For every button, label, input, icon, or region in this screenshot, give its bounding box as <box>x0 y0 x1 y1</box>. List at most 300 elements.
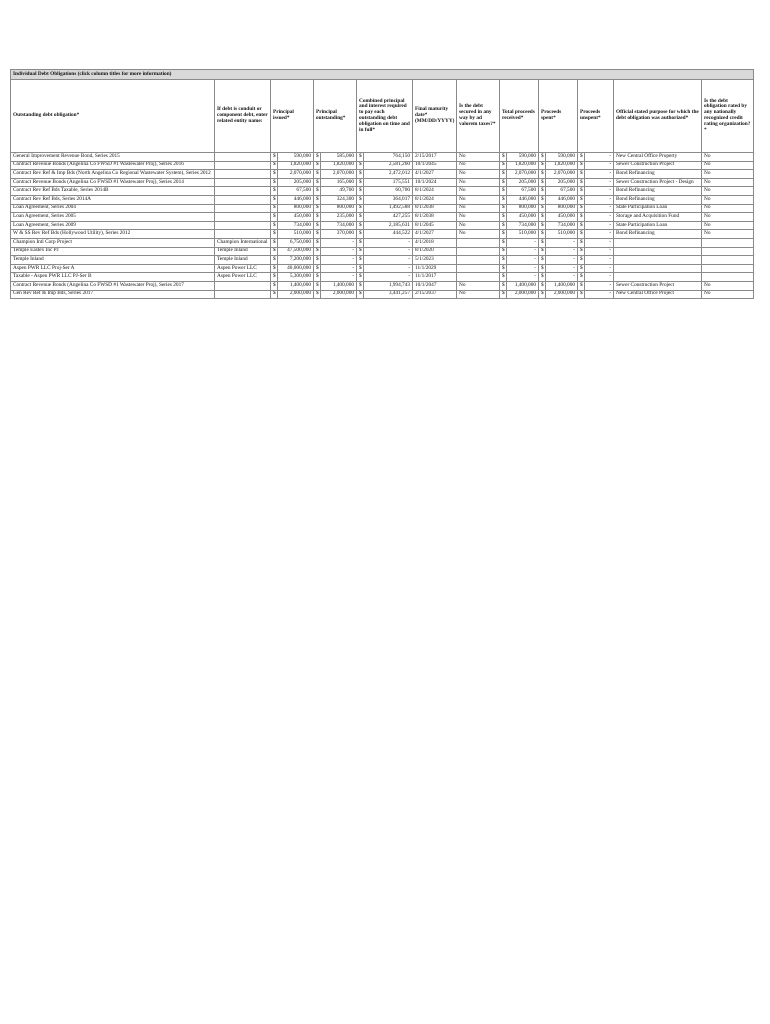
cell-final-maturity: 10/1/2024 <box>413 178 457 187</box>
table-row <box>11 204 754 213</box>
cell-debt-name: Contract Rev Ref & Imp Bds (North Angelina Co Regional Wastewater System), Series 2012 <box>11 170 215 179</box>
cell-credit-rated: No <box>702 187 754 196</box>
cell-currency-symbol: $ <box>357 230 364 239</box>
cell-conduit-entity: Aspen Power LLC <box>215 264 271 273</box>
cell-proceeds-unspent: - <box>585 221 614 230</box>
cell-currency-symbol: $ <box>357 178 364 187</box>
table-row <box>11 170 754 179</box>
cell-debt-name: Contract Rev Ref Bds, Series 2014A <box>11 195 215 204</box>
cell-combined-principal-interest: 3,441,257 <box>364 290 413 299</box>
cell-combined-principal-interest: 2,185,631 <box>364 221 413 230</box>
cell-principal-outstanding: 235,000 <box>321 213 357 222</box>
cell-stated-purpose: State Participation Loan <box>614 204 702 213</box>
table-title: Individual Debt Obligations (click column titles for more information) <box>11 70 754 80</box>
table-row <box>11 238 754 247</box>
cell-currency-symbol: $ <box>271 230 278 239</box>
cell-proceeds-spent: 67,500 <box>546 187 578 196</box>
cell-currency-symbol: $ <box>314 221 321 230</box>
cell-principal-outstanding: 2,000,000 <box>321 290 357 299</box>
cell-proceeds-spent: 1,400,000 <box>546 281 578 290</box>
header-final-maturity-date[interactable]: Final maturity date* (MM/DD/YYYY) <box>413 80 457 153</box>
cell-currency-symbol: $ <box>500 230 507 239</box>
cell-proceeds-spent: - <box>546 273 578 282</box>
cell-stated-purpose: Storage and Acquisition Fund <box>614 213 702 222</box>
cell-combined-principal-interest: - <box>364 264 413 273</box>
cell-final-maturity: 8/1/2024 <box>413 187 457 196</box>
cell-stated-purpose: New Central Office Property <box>614 153 702 162</box>
cell-currency-symbol: $ <box>314 281 321 290</box>
cell-currency-symbol: $ <box>314 170 321 179</box>
cell-combined-principal-interest: - <box>364 238 413 247</box>
cell-currency-symbol: $ <box>271 281 278 290</box>
cell-currency-symbol: $ <box>271 256 278 265</box>
header-ad-valorem-secured[interactable]: Is the debt secured in any way by ad valorem taxes?* <box>457 80 500 153</box>
cell-currency-symbol: $ <box>539 230 546 239</box>
cell-debt-name: Temple Inland <box>11 256 215 265</box>
cell-total-proceeds: 67,500 <box>507 187 539 196</box>
cell-final-maturity: 10/1/2047 <box>413 281 457 290</box>
cell-debt-name: Contract Rev Ref Bds Taxable, Series 2014B <box>11 187 215 196</box>
table-row <box>11 221 754 230</box>
cell-proceeds-unspent: - <box>585 178 614 187</box>
cell-ad-valorem-secured: No <box>457 178 500 187</box>
cell-conduit-entity <box>215 178 271 187</box>
cell-proceeds-unspent: - <box>585 247 614 256</box>
table-body <box>11 153 754 299</box>
cell-currency-symbol: $ <box>500 170 507 179</box>
cell-proceeds-spent: 590,000 <box>546 153 578 162</box>
cell-conduit-entity <box>215 170 271 179</box>
cell-principal-issued: 510,000 <box>278 230 314 239</box>
table-row <box>11 195 754 204</box>
cell-stated-purpose: Bond Refinancing <box>614 187 702 196</box>
cell-currency-symbol: $ <box>271 213 278 222</box>
cell-credit-rated: No <box>702 178 754 187</box>
cell-total-proceeds: 2,070,000 <box>507 170 539 179</box>
cell-debt-name: Gen Rev Ref & Imp Bds, Series 2017 <box>11 290 215 299</box>
cell-currency-symbol: $ <box>271 290 278 299</box>
cell-principal-outstanding: - <box>321 247 357 256</box>
cell-principal-issued: 47,500,000 <box>278 247 314 256</box>
cell-credit-rated: No <box>702 290 754 299</box>
cell-currency-symbol: $ <box>500 264 507 273</box>
cell-currency-symbol: $ <box>539 153 546 162</box>
cell-currency-symbol: $ <box>314 153 321 162</box>
header-outstanding-debt-obligation[interactable]: Outstanding debt obligation* <box>11 80 215 153</box>
cell-currency-symbol: $ <box>578 161 585 170</box>
cell-currency-symbol: $ <box>500 273 507 282</box>
cell-final-maturity: 10/1/2045 <box>413 161 457 170</box>
cell-debt-name: Contract Revenue Bonds (Angelina Co FWSD #1 Wastewater Proj), Series 2016 <box>11 161 215 170</box>
cell-conduit-entity: Temple Inland <box>215 247 271 256</box>
cell-proceeds-unspent: - <box>585 256 614 265</box>
cell-total-proceeds: 1,400,000 <box>507 281 539 290</box>
cell-combined-principal-interest: 1,994,743 <box>364 281 413 290</box>
cell-currency-symbol: $ <box>578 238 585 247</box>
cell-principal-outstanding: 165,000 <box>321 178 357 187</box>
cell-principal-issued: 446,000 <box>278 195 314 204</box>
cell-currency-symbol: $ <box>271 178 278 187</box>
cell-principal-issued: 1,820,000 <box>278 161 314 170</box>
cell-credit-rated <box>702 273 754 282</box>
cell-currency-symbol: $ <box>271 221 278 230</box>
cell-proceeds-spent: 450,000 <box>546 213 578 222</box>
cell-principal-issued: 205,000 <box>278 178 314 187</box>
cell-principal-outstanding: 1,820,000 <box>321 161 357 170</box>
cell-ad-valorem-secured <box>457 247 500 256</box>
debt-obligations-table <box>10 69 754 299</box>
header-credit-rated[interactable]: Is the debt obligation rated by any nationally recognized credit rating organization?* <box>702 80 754 153</box>
cell-currency-symbol: $ <box>539 247 546 256</box>
cell-combined-principal-interest: 764,150 <box>364 153 413 162</box>
cell-proceeds-spent: 510,000 <box>546 230 578 239</box>
cell-currency-symbol: $ <box>271 195 278 204</box>
cell-principal-issued: 2,000,000 <box>278 290 314 299</box>
cell-ad-valorem-secured: No <box>457 221 500 230</box>
cell-conduit-entity: Temple Inland <box>215 256 271 265</box>
cell-currency-symbol: $ <box>271 264 278 273</box>
cell-combined-principal-interest: 2,581,260 <box>364 161 413 170</box>
cell-currency-symbol: $ <box>314 161 321 170</box>
cell-currency-symbol: $ <box>357 213 364 222</box>
cell-currency-symbol: $ <box>357 290 364 299</box>
header-proceeds-unspent[interactable]: Proceeds unspent* <box>578 80 614 153</box>
cell-stated-purpose: Sewer Construction Project <box>614 281 702 290</box>
cell-proceeds-unspent: - <box>585 153 614 162</box>
cell-total-proceeds: 446,000 <box>507 195 539 204</box>
cell-stated-purpose <box>614 256 702 265</box>
cell-conduit-entity <box>215 290 271 299</box>
cell-currency-symbol: $ <box>539 273 546 282</box>
cell-principal-issued: 2,070,000 <box>278 170 314 179</box>
cell-principal-outstanding: - <box>321 238 357 247</box>
cell-proceeds-unspent: - <box>585 230 614 239</box>
cell-currency-symbol: $ <box>271 153 278 162</box>
cell-currency-symbol: $ <box>357 256 364 265</box>
cell-debt-name: Loan Agreement, Series 2005 <box>11 213 215 222</box>
cell-proceeds-unspent: - <box>585 213 614 222</box>
cell-total-proceeds: 2,000,000 <box>507 290 539 299</box>
cell-proceeds-unspent: - <box>585 161 614 170</box>
cell-final-maturity: 4/1/2018 <box>413 238 457 247</box>
cell-currency-symbol: $ <box>578 221 585 230</box>
cell-proceeds-spent: - <box>546 238 578 247</box>
cell-debt-name: Champion Intl Corp Project <box>11 238 215 247</box>
cell-proceeds-unspent: - <box>585 281 614 290</box>
cell-currency-symbol: $ <box>539 290 546 299</box>
cell-currency-symbol: $ <box>578 178 585 187</box>
table-row <box>11 161 754 170</box>
cell-combined-principal-interest: 444,522 <box>364 230 413 239</box>
table-row <box>11 213 754 222</box>
cell-currency-symbol: $ <box>271 170 278 179</box>
cell-total-proceeds: 1,820,000 <box>507 161 539 170</box>
cell-final-maturity: 8/1/2045 <box>413 221 457 230</box>
cell-proceeds-unspent: - <box>585 264 614 273</box>
cell-credit-rated: No <box>702 213 754 222</box>
cell-proceeds-spent: 2,070,000 <box>546 170 578 179</box>
cell-conduit-entity <box>215 161 271 170</box>
debt-obligations-sheet <box>10 69 754 299</box>
cell-principal-issued: 67,500 <box>278 187 314 196</box>
cell-ad-valorem-secured: No <box>457 170 500 179</box>
cell-proceeds-unspent: - <box>585 195 614 204</box>
cell-principal-issued: 800,000 <box>278 204 314 213</box>
cell-proceeds-spent: 1,820,000 <box>546 161 578 170</box>
cell-debt-name: Taxable - Aspen PWR LLC PJ-Ser B <box>11 273 215 282</box>
cell-currency-symbol: $ <box>578 247 585 256</box>
cell-principal-outstanding: 585,000 <box>321 153 357 162</box>
cell-debt-name: Temple Eastex Inc PJ <box>11 247 215 256</box>
cell-currency-symbol: $ <box>357 187 364 196</box>
cell-proceeds-spent: 800,000 <box>546 204 578 213</box>
cell-currency-symbol: $ <box>500 221 507 230</box>
cell-debt-name: Loan Agreement, Series 2004 <box>11 204 215 213</box>
cell-ad-valorem-secured: No <box>457 204 500 213</box>
cell-currency-symbol: $ <box>314 264 321 273</box>
cell-principal-outstanding: 324,300 <box>321 195 357 204</box>
cell-principal-outstanding: 49,700 <box>321 187 357 196</box>
cell-currency-symbol: $ <box>357 238 364 247</box>
cell-principal-issued: 1,400,000 <box>278 281 314 290</box>
cell-stated-purpose <box>614 247 702 256</box>
cell-combined-principal-interest: - <box>364 273 413 282</box>
cell-proceeds-unspent: - <box>585 290 614 299</box>
cell-principal-issued: 6,750,000 <box>278 238 314 247</box>
cell-currency-symbol: $ <box>500 178 507 187</box>
cell-currency-symbol: $ <box>578 281 585 290</box>
cell-currency-symbol: $ <box>539 213 546 222</box>
cell-credit-rated <box>702 238 754 247</box>
cell-currency-symbol: $ <box>500 281 507 290</box>
cell-final-maturity: 2/15/2037 <box>413 290 457 299</box>
cell-principal-outstanding: 1,400,000 <box>321 281 357 290</box>
cell-conduit-entity <box>215 213 271 222</box>
cell-ad-valorem-secured: No <box>457 187 500 196</box>
cell-total-proceeds: 590,000 <box>507 153 539 162</box>
cell-combined-principal-interest: 364,017 <box>364 195 413 204</box>
cell-currency-symbol: $ <box>357 153 364 162</box>
cell-currency-symbol: $ <box>578 264 585 273</box>
cell-ad-valorem-secured: No <box>457 161 500 170</box>
header-conduit-entity[interactable]: If debt is conduit or component debt, enter related entity name: <box>215 80 271 153</box>
cell-stated-purpose <box>614 264 702 273</box>
cell-combined-principal-interest: 60,700 <box>364 187 413 196</box>
cell-stated-purpose <box>614 238 702 247</box>
cell-currency-symbol: $ <box>539 281 546 290</box>
cell-debt-name: Loan Agreement, Series 2009 <box>11 221 215 230</box>
cell-principal-issued: 450,000 <box>278 213 314 222</box>
cell-currency-symbol: $ <box>578 230 585 239</box>
cell-currency-symbol: $ <box>357 221 364 230</box>
cell-currency-symbol: $ <box>357 170 364 179</box>
cell-proceeds-unspent: - <box>585 273 614 282</box>
table-row <box>11 187 754 196</box>
table-row <box>11 247 754 256</box>
cell-currency-symbol: $ <box>357 247 364 256</box>
cell-combined-principal-interest: 427,255 <box>364 213 413 222</box>
cell-currency-symbol: $ <box>539 204 546 213</box>
cell-final-maturity: 11/1/2029 <box>413 264 457 273</box>
cell-principal-outstanding: - <box>321 256 357 265</box>
header-proceeds-spent[interactable]: Proceeds spent* <box>539 80 578 153</box>
cell-total-proceeds: - <box>507 273 539 282</box>
cell-currency-symbol: $ <box>578 290 585 299</box>
cell-currency-symbol: $ <box>314 247 321 256</box>
cell-stated-purpose: Sewer Construction Project <box>614 161 702 170</box>
cell-credit-rated: No <box>702 195 754 204</box>
cell-principal-outstanding: 800,000 <box>321 204 357 213</box>
cell-currency-symbol: $ <box>578 204 585 213</box>
cell-credit-rated: No <box>702 161 754 170</box>
cell-proceeds-unspent: - <box>585 238 614 247</box>
cell-currency-symbol: $ <box>500 290 507 299</box>
cell-debt-name: Contract Revenue Bonds (Angelina Co FWSD #1 Wastewater Proj), Series 2017 <box>11 281 215 290</box>
cell-currency-symbol: $ <box>500 195 507 204</box>
cell-credit-rated: No <box>702 204 754 213</box>
cell-principal-outstanding: 370,000 <box>321 230 357 239</box>
cell-currency-symbol: $ <box>539 256 546 265</box>
cell-currency-symbol: $ <box>357 264 364 273</box>
cell-total-proceeds: - <box>507 247 539 256</box>
cell-principal-outstanding: 734,000 <box>321 221 357 230</box>
cell-currency-symbol: $ <box>539 195 546 204</box>
table-row <box>11 178 754 187</box>
cell-ad-valorem-secured <box>457 238 500 247</box>
cell-currency-symbol: $ <box>271 273 278 282</box>
cell-currency-symbol: $ <box>357 273 364 282</box>
cell-credit-rated <box>702 264 754 273</box>
cell-credit-rated: No <box>702 170 754 179</box>
header-combined-principal-interest[interactable]: Combined principal and interest required to pay each outstanding debt obligation on time and in full* <box>357 80 413 153</box>
cell-proceeds-spent: 446,000 <box>546 195 578 204</box>
cell-currency-symbol: $ <box>578 170 585 179</box>
cell-final-maturity: 4/1/2027 <box>413 170 457 179</box>
cell-currency-symbol: $ <box>578 256 585 265</box>
cell-final-maturity: 8/1/2020 <box>413 247 457 256</box>
cell-currency-symbol: $ <box>500 204 507 213</box>
cell-principal-outstanding: - <box>321 273 357 282</box>
cell-ad-valorem-secured <box>457 273 500 282</box>
cell-currency-symbol: $ <box>539 238 546 247</box>
cell-currency-symbol: $ <box>314 195 321 204</box>
cell-ad-valorem-secured: No <box>457 153 500 162</box>
cell-proceeds-unspent: - <box>585 170 614 179</box>
cell-currency-symbol: $ <box>539 187 546 196</box>
cell-currency-symbol: $ <box>314 213 321 222</box>
cell-total-proceeds: 205,000 <box>507 178 539 187</box>
cell-debt-name: General Improvement Revenue Bond, Series 2015 <box>11 153 215 162</box>
cell-principal-issued: 40,000,000 <box>278 264 314 273</box>
cell-currency-symbol: $ <box>500 213 507 222</box>
cell-proceeds-unspent: - <box>585 204 614 213</box>
cell-currency-symbol: $ <box>357 195 364 204</box>
cell-currency-symbol: $ <box>539 170 546 179</box>
cell-currency-symbol: $ <box>500 238 507 247</box>
cell-conduit-entity <box>215 281 271 290</box>
header-principal-outstanding[interactable]: Principal outstanding* <box>314 80 357 153</box>
cell-proceeds-spent: 205,000 <box>546 178 578 187</box>
cell-currency-symbol: $ <box>357 204 364 213</box>
table-row <box>11 230 754 239</box>
cell-total-proceeds: 510,000 <box>507 230 539 239</box>
cell-currency-symbol: $ <box>271 187 278 196</box>
table-row <box>11 290 754 299</box>
cell-currency-symbol: $ <box>314 290 321 299</box>
cell-conduit-entity <box>215 195 271 204</box>
cell-total-proceeds: - <box>507 256 539 265</box>
cell-total-proceeds: 450,000 <box>507 213 539 222</box>
cell-principal-issued: 7,200,000 <box>278 256 314 265</box>
cell-currency-symbol: $ <box>578 195 585 204</box>
cell-currency-symbol: $ <box>314 238 321 247</box>
cell-ad-valorem-secured <box>457 264 500 273</box>
cell-currency-symbol: $ <box>539 161 546 170</box>
cell-currency-symbol: $ <box>500 187 507 196</box>
cell-debt-name: Aspen PWR LLC Proj-Ser A <box>11 264 215 273</box>
cell-proceeds-spent: - <box>546 256 578 265</box>
cell-total-proceeds: - <box>507 264 539 273</box>
cell-stated-purpose: Bond Refinancing <box>614 170 702 179</box>
cell-principal-issued: 734,000 <box>278 221 314 230</box>
cell-currency-symbol: $ <box>271 247 278 256</box>
header-total-proceeds[interactable]: Total proceeds received* <box>500 80 539 153</box>
cell-stated-purpose: New Central Office Project <box>614 290 702 299</box>
cell-currency-symbol: $ <box>271 238 278 247</box>
cell-currency-symbol: $ <box>500 256 507 265</box>
cell-credit-rated <box>702 247 754 256</box>
cell-principal-issued: 5,300,000 <box>278 273 314 282</box>
cell-currency-symbol: $ <box>314 204 321 213</box>
cell-proceeds-spent: - <box>546 247 578 256</box>
cell-combined-principal-interest: 2,472,012 <box>364 170 413 179</box>
cell-currency-symbol: $ <box>314 256 321 265</box>
cell-currency-symbol: $ <box>357 281 364 290</box>
cell-conduit-entity <box>215 153 271 162</box>
cell-conduit-entity: Aspen Power LLC <box>215 273 271 282</box>
cell-credit-rated: No <box>702 281 754 290</box>
table-row <box>11 256 754 265</box>
cell-debt-name: W & SS Rev Ref Bds (Hollywood Utility), Series 2012 <box>11 230 215 239</box>
cell-currency-symbol: $ <box>314 230 321 239</box>
cell-ad-valorem-secured: No <box>457 230 500 239</box>
cell-principal-outstanding: 2,070,000 <box>321 170 357 179</box>
table-row <box>11 264 754 273</box>
cell-currency-symbol: $ <box>578 153 585 162</box>
cell-ad-valorem-secured: No <box>457 290 500 299</box>
cell-currency-symbol: $ <box>539 178 546 187</box>
cell-combined-principal-interest: 1,492,588 <box>364 204 413 213</box>
cell-credit-rated: No <box>702 230 754 239</box>
header-principal-issued[interactable]: Principal issued* <box>271 80 314 153</box>
cell-debt-name: Contract Revenue Bonds (Angelina Co FWSD #1 Wastewater Proj), Series 2014 <box>11 178 215 187</box>
cell-credit-rated: No <box>702 221 754 230</box>
cell-currency-symbol: $ <box>578 187 585 196</box>
header-row <box>11 80 754 153</box>
cell-proceeds-spent: 734,000 <box>546 221 578 230</box>
cell-combined-principal-interest: - <box>364 247 413 256</box>
cell-final-maturity: 11/1/2017 <box>413 273 457 282</box>
cell-currency-symbol: $ <box>314 187 321 196</box>
table-title-row <box>11 70 754 80</box>
header-stated-purpose[interactable]: Official stated purpose for which the debt obligation was authorized* <box>614 80 702 153</box>
cell-stated-purpose: Bond Refinancing <box>614 195 702 204</box>
cell-currency-symbol: $ <box>539 221 546 230</box>
cell-final-maturity: 2/15/2017 <box>413 153 457 162</box>
table-row <box>11 153 754 162</box>
cell-final-maturity: 5/1/2023 <box>413 256 457 265</box>
cell-currency-symbol: $ <box>314 273 321 282</box>
